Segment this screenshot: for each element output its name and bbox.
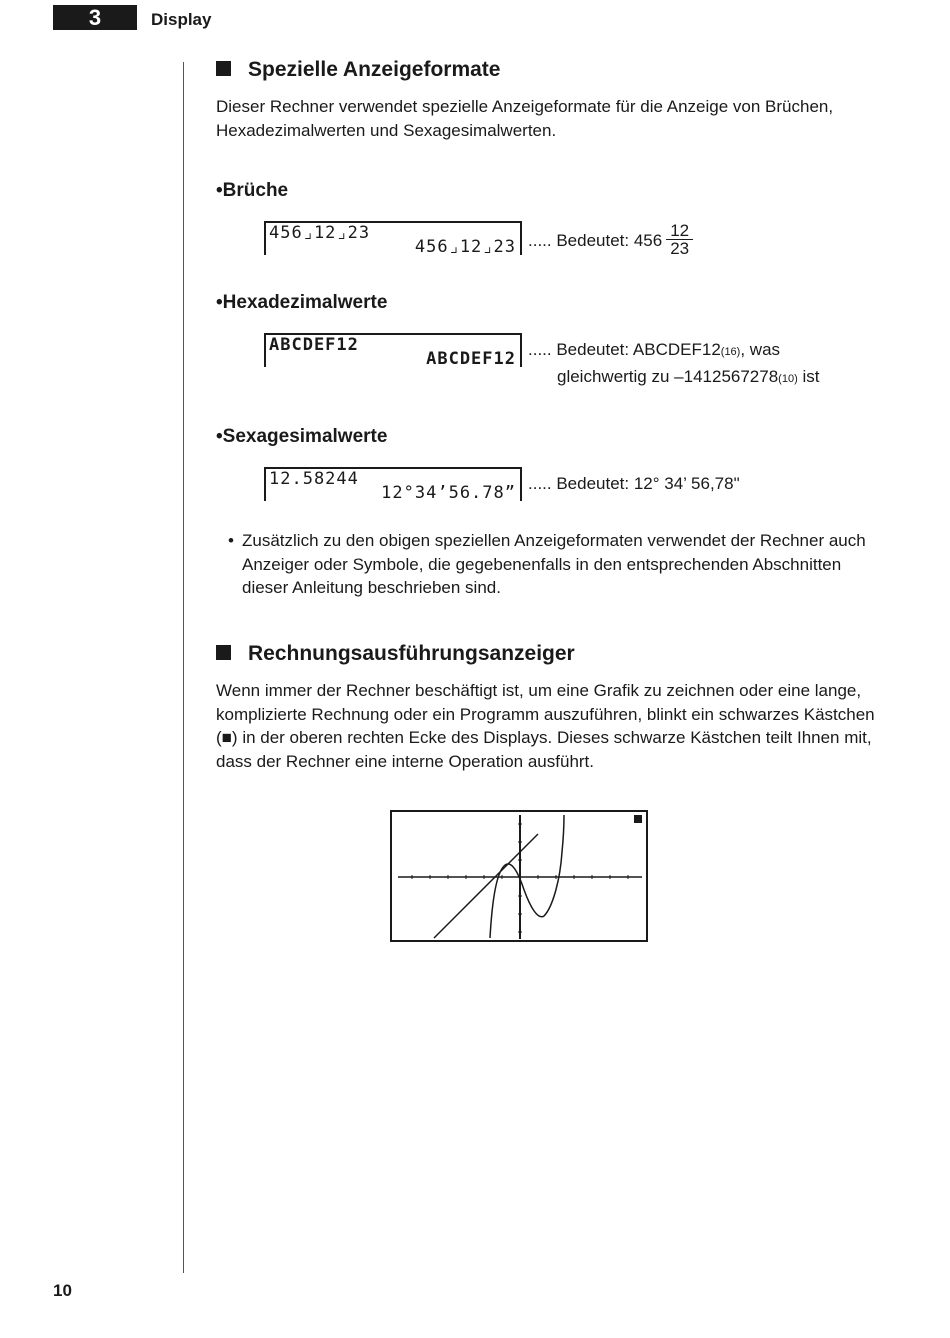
section-body: Wenn immer der Rechner beschäftigt ist, um eine Grafik zu zeichnen oder eine lange, komplizierte Rechnung oder ein Programm auszuführen, blinkt ein schwarzes Kästchen (■) in der oberen rechten Ecke des Displays. Dieses schwarze Kästchen teilt Ihnen mit, dass der Rechner eine interne Operation ausführt. <box>216 681 875 771</box>
decimal-base-sub: (10) <box>778 373 798 385</box>
lcd-result-line: 12°34’56.78” <box>381 483 516 503</box>
note-item <box>228 529 888 600</box>
hex-equivalent-text: gleichwertig zu –1412567278 <box>557 367 779 386</box>
margin-rule <box>183 62 184 1273</box>
fraction-meaning-text: ..... Bedeutet: 456 <box>528 230 663 250</box>
lcd-input-line: 12.58244 <box>269 469 359 489</box>
note-text: Zusätzlich zu den obigen speziellen Anzeigeformaten verwendet der Rechner auch Anzeiger oder Symbole, die gegebenenfalls in den entsprechenden Abschnitten dieser Anleitung beschrieben sind. <box>242 531 866 597</box>
fraction-numerator: 12 <box>666 222 693 240</box>
section-heading-special-formats <box>216 58 500 82</box>
lcd-display-hex <box>264 333 522 367</box>
lcd-input-line: ABCDEF12 <box>269 335 359 355</box>
hex-meaning-line2 <box>557 363 819 393</box>
lcd-result-line: 456⌟12⌟23 <box>414 237 516 257</box>
section-title: Rechnungsausführungsanzeiger <box>248 642 575 665</box>
hex-meaning-text: ..... Bedeutet: ABCDEF12 <box>528 340 721 359</box>
subheading-fractions: •Brüche <box>216 180 289 201</box>
calculator-graph-display <box>390 810 648 942</box>
page-number: 10 <box>53 1281 72 1300</box>
lcd-display-sexagesimal <box>264 467 522 501</box>
subheading-sexagesimal: •Sexagesimalwerte <box>216 426 388 447</box>
chapter-title: Display <box>151 10 212 29</box>
hex-equivalent-suffix: ist <box>797 367 820 386</box>
fraction-value <box>666 222 693 257</box>
section-heading-busy-indicator <box>216 642 575 666</box>
square-bullet-icon <box>216 61 231 76</box>
busy-indicator-icon <box>634 815 642 823</box>
sexagesimal-meaning: ..... Bedeutet: 12° 34’ 56,78" <box>528 474 740 493</box>
graph-plot <box>392 812 646 940</box>
lcd-result-line: ABCDEF12 <box>426 349 516 369</box>
lcd-display-fraction <box>264 221 522 255</box>
fraction-denominator: 23 <box>670 239 690 258</box>
hex-base-sub: (16) <box>720 346 741 358</box>
section-intro: Dieser Rechner verwendet spezielle Anzeigeformate für die Anzeige von Brüchen, Hexadezimalwerten und Sexagesimalwerten. <box>216 97 834 140</box>
square-bullet-icon <box>216 645 231 660</box>
chapter-number-tab: 3 <box>53 5 137 30</box>
lcd-input-line: 456⌟12⌟23 <box>269 223 371 243</box>
hex-meaning-line1 <box>528 336 780 366</box>
subheading-hex: •Hexadezimalwerte <box>216 292 388 313</box>
bullet-dot: • <box>228 531 234 550</box>
fraction-meaning <box>528 221 693 259</box>
section-title: Spezielle Anzeigeformate <box>248 58 501 81</box>
hex-meaning-suffix: , was <box>740 340 781 359</box>
